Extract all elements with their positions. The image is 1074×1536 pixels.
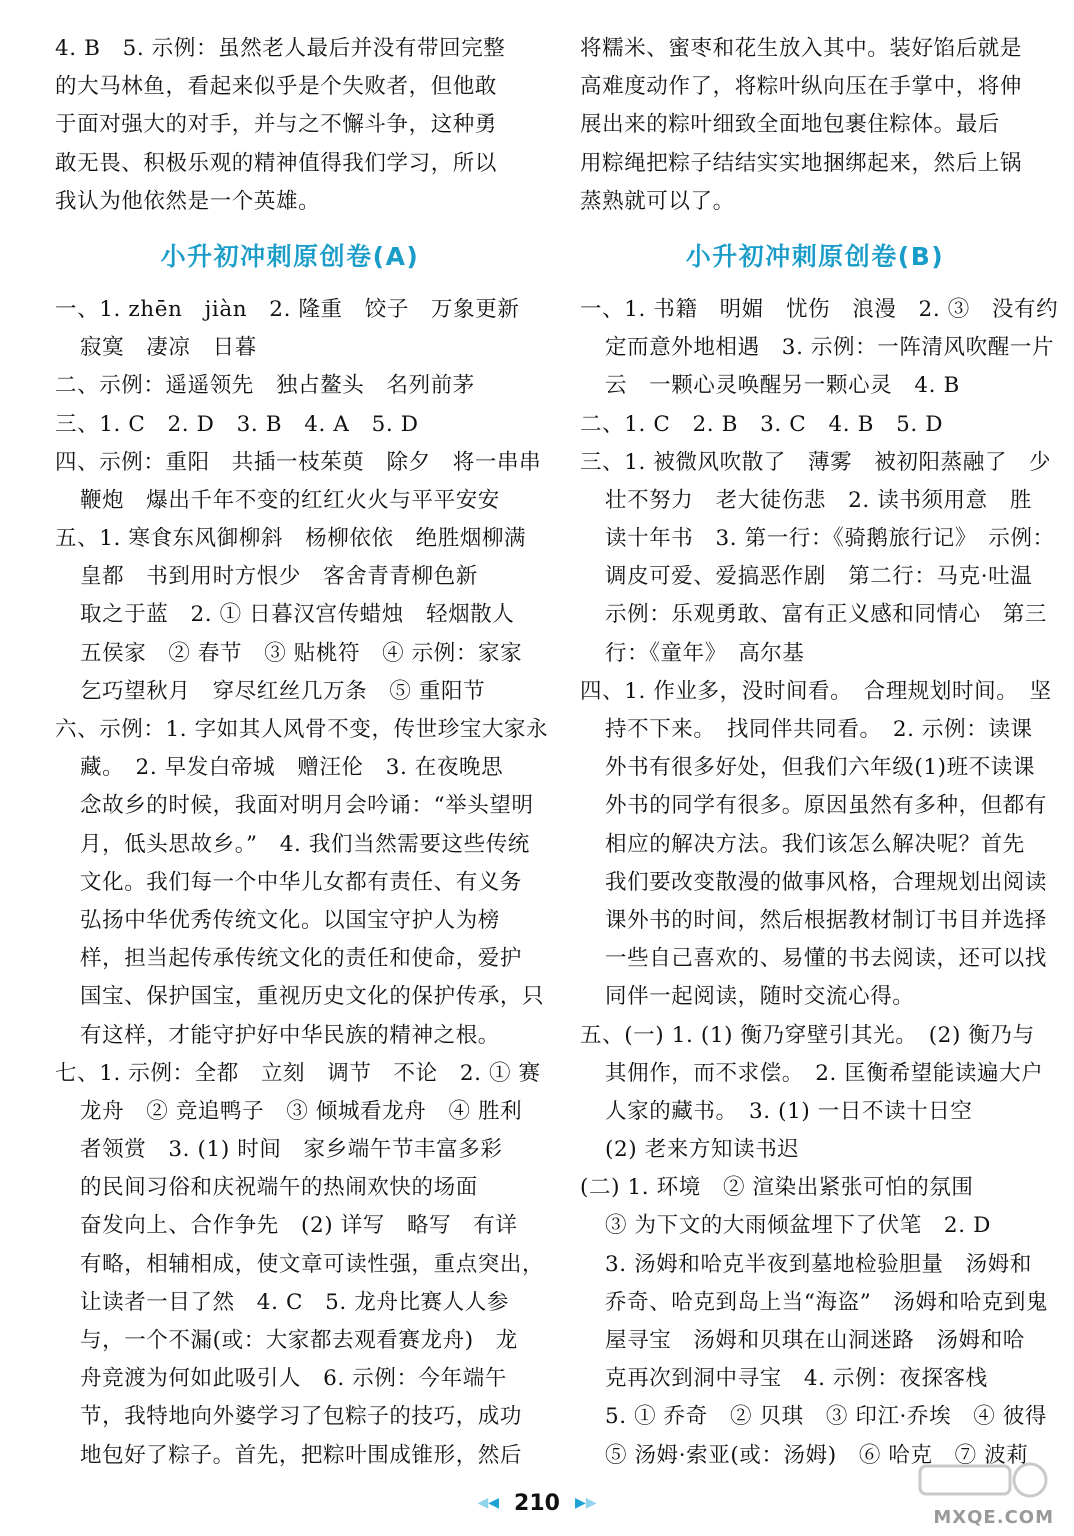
text-line: 五、1. 寒食东风御柳斜 杨柳依依 绝胜烟柳满 [55,526,527,552]
left-arrow-icon-faint: ◀ [477,1495,489,1511]
text-line: 者领赏 3. (1) 时间 家乡端午节丰富多彩 [80,1137,503,1163]
text-line: 四、1. 作业多，没时间看。 合理规划时间。 坚 [580,678,1052,704]
text-line: 5. ① 乔奇 ② 贝琪 ③ 印江·乔埃 ④ 彼得 [605,1404,1048,1430]
text-line: 3. 汤姆和哈克半夜到墓地检验胆量 汤姆和 [605,1251,1032,1277]
text-line: (2) 老来方知读书迟 [605,1137,800,1163]
text-line: 一、1. 书籍 明媚 忧伤 浪漫 2. ③ 没有约 [580,296,1059,322]
text-line: ⑤ 汤姆·索亚(或：汤姆) ⑥ 哈克 ⑦ 波莉 [605,1442,1029,1468]
text-line: 龙舟 ② 竞追鸭子 ③ 倾城看龙舟 ④ 胜利 [80,1098,523,1124]
text-line: 国宝、保护国宝，重视历史文化的保护传承，只 [80,984,545,1010]
text-line: 节，我特地向外婆学习了包粽子的技巧，成功 [80,1404,523,1430]
text-line: 二、1. C 2. B 3. C 4. B 5. D [580,411,944,437]
text-line: 用粽绳把粽子结结实实地捆绑起来，然后上锅 [580,150,1023,176]
text-line: 持不下来。 找同伴共同看。 2. 示例：读课 [605,717,1033,742]
text-line: 定而意外地相遇 3. 示例：一阵清风吹醒一片 [605,335,1055,361]
text-line: 同伴一起阅读，随时交流心得。 [605,984,915,1010]
text-line: 外书有很多好处，但我们六年级(1)班不读课 [605,755,1036,781]
text-line: 示例：乐观勇敢、富有正义感和同情心 第三 [605,602,1048,628]
text-line: 三、1. 被微风吹散了 薄雾 被初阳蒸融了 少 [580,449,1052,475]
text-line: 调皮可爱、爱搞恶作剧 第二行：马克·吐温 [605,564,1033,590]
text-line: 乞巧望秋月 穿尽红丝几万条 ⑤ 重阳节 [80,678,486,704]
text-line: 七、1. 示例：全都 立刻 调节 不论 2. ① 赛 [55,1060,541,1086]
text-line: 与，一个不漏(或：大家都去观看赛龙舟) 龙 [80,1328,518,1353]
text-line: 将糯米、蜜枣和花生放入其中。装好馅后就是 [580,36,1023,61]
right-section-text [580,291,1059,1475]
text-line: 六、示例：1. 字如其人风骨不变，传世珍宝大家永 [55,717,549,742]
text-line: 四、示例：重阳 共插一枝茱萸 除夕 将一串串 [55,449,542,475]
text-line: 一些自己喜欢的、易懂的书去阅读，还可以找 [605,946,1048,972]
text-line: 有这样，才能守护好中华民族的精神之根。 [80,1022,500,1048]
text-line: 奋发向上、合作争先 (2) 详写 略写 有详 [80,1213,518,1239]
text-line: 念故乡的时候，我面对明月会吟诵：“举头望明 [80,793,534,819]
watermark-text: MXQE.COM [933,1507,1054,1528]
text-line: 屋寻宝 汤姆和贝琪在山洞迷路 汤姆和哈 [605,1328,1025,1353]
left-arrow-icon: ◀ [488,1495,500,1511]
text-line: 乔奇、哈克到岛上当“海盗” 汤姆和哈克到鬼 [605,1289,1049,1315]
right-column [580,30,1059,1475]
text-line: 展出来的粽叶细致全面地包裹住粽体。最后 [580,112,1000,138]
text-line: 我认为他依然是一个英雄。 [55,188,321,214]
text-line: 弘扬中华优秀传统文化。以国宝守护人为榜 [80,907,500,933]
text-line: 读十年书 3. 第一行：《骑鹅旅行记》 示例： [605,526,1055,552]
left-top-text [55,30,525,221]
text-line: 鞭炮 爆出千年不变的红红火火与平平安安 [80,487,500,513]
text-line: 二、示例：遥遥领先 独占鳌头 名列前茅 [55,373,475,399]
text-line: 云 一颗心灵唤醒另一颗心灵 4. B [605,373,960,399]
text-line: 高难度动作了，将粽叶纵向压在手掌中，将伸 [580,74,1023,100]
text-line: 一、1. zhēn jiàn 2. 隆重 饺子 万象更新 [55,296,520,322]
text-line: 蒸熟就可以了。 [580,188,735,214]
text-line: 4. B 5. 示例：虽然老人最后并没有带回完整 [55,36,506,61]
text-line: 月，低头思故乡。” 4. 我们当然需要这些传统 [80,831,530,857]
text-line: ③ 为下文的大雨倾盆埋下了伏笔 2. D [605,1213,991,1239]
text-line: 让读者一目了然 4. C 5. 龙舟比赛人人参 [80,1289,509,1315]
section-title-a: 小升初冲刺原创卷(A) [160,241,420,271]
left-section-text [55,291,549,1475]
text-line: 取之于蓝 2. ① 日暮汉宫传蜡烛 轻烟散人 [80,602,515,628]
text-line: 寂寞 凄凉 日暮 [80,335,257,361]
text-line: 相应的解决方法。我们该怎么解决呢？首先 [605,831,1025,857]
text-line: (二) 1. 环境 ② 渲染出紧张可怕的氛围 [580,1175,974,1201]
text-line: 外书的同学有很多。原因虽然有多种，但都有 [605,793,1048,819]
text-line: 人家的藏书。 3. (1) 一日不读十日空 [605,1098,973,1124]
text-line: 舟竞渡为何如此吸引人 6. 示例：今年端午 [80,1366,507,1392]
text-line: 五、(一) 1. (1) 衡乃穿壁引其光。 (2) 衡乃与 [580,1022,1035,1048]
right-arrow-icon-faint: ▶ [585,1495,597,1511]
text-line: 克再次到洞中寻宝 4. 示例：夜探客栈 [605,1366,988,1392]
text-line: 三、1. C 2. D 3. B 4. A 5. D [55,411,419,437]
text-line: 我们要改变散漫的做事风格，合理规划出阅读 [605,869,1048,895]
text-line: 藏。 2. 早发白帝城 赠汪伦 3. 在夜晚思 [80,755,504,781]
text-line: 的民间习俗和庆祝端午的热闹欢快的场面 [80,1175,478,1201]
text-line: 壮不努力 老大徒伤悲 2. 读书须用意 胜 [605,487,1032,513]
text-line: 的大马林鱼，看起来似乎是个失败者，但他敢 [55,74,498,100]
text-line: 其佣作，而不求偿。 2. 匡衡希望能读遍大户 [605,1060,1044,1086]
text-line: 课外书的时间，然后根据教材制订书目并选择 [605,907,1048,933]
text-line: 行：《童年》 高尔基 [605,640,805,666]
right-top-text [580,30,1050,221]
text-line: 样，担当起传承传统文化的责任和使命，爱护 [80,946,523,972]
text-line: 地包好了粽子。首先，把粽叶围成锥形，然后 [80,1442,523,1468]
text-line: 五侯家 ② 春节 ③ 贴桃符 ④ 示例：家家 [80,640,523,666]
section-title-b: 小升初冲刺原创卷(B) [685,241,945,271]
left-column [55,30,549,1475]
text-line: 皇都 书到用时方恨少 客舍青青柳色新 [80,564,478,590]
text-line: 有略，相辅相成，使文章可读性强，重点突出， [80,1251,545,1277]
text-line: 文化。我们每一个中华儿女都有责任、有义务 [80,869,523,895]
page-number: 210 [514,1490,560,1516]
text-line: 于面对强大的对手，并与之不懈斗争，这种勇 [55,112,498,138]
right-arrow-icon: ▶ [574,1495,586,1511]
text-line: 敢无畏、积极乐观的精神值得我们学习，所以 [55,150,498,176]
